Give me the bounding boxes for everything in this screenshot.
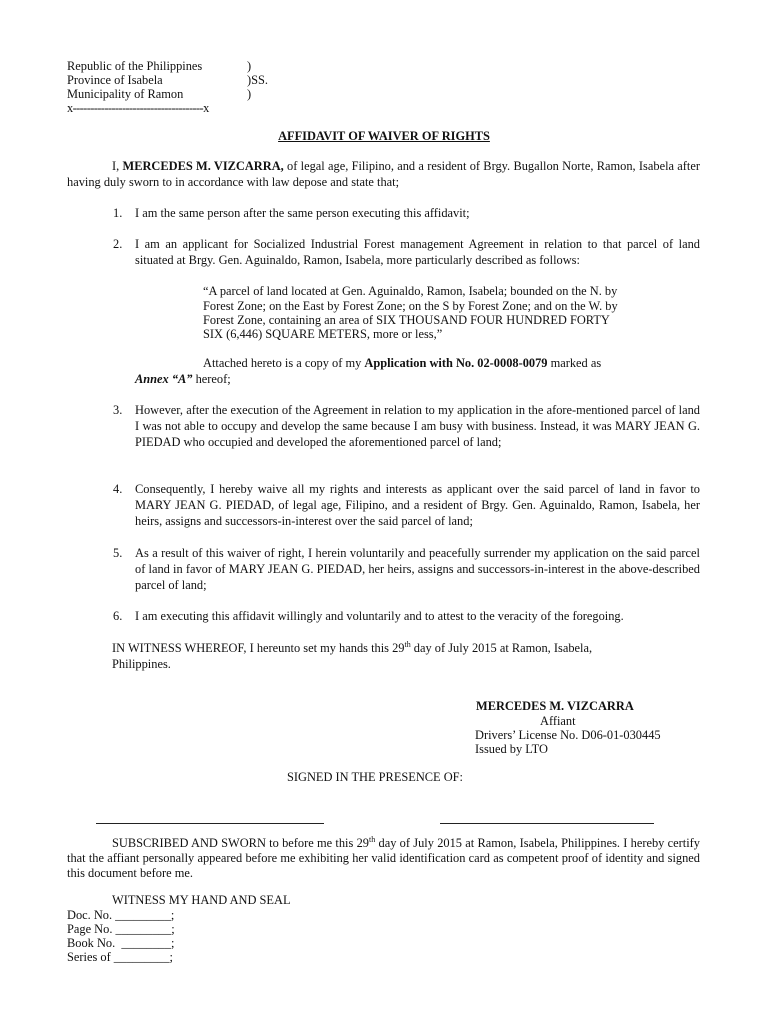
attached-prefix: Attached hereto is a copy of my (203, 356, 365, 370)
witness-whereof-line-2: Philippines. (112, 657, 171, 671)
intro-text: of legal age, Filipino, and a resident of Brgy. Bugallon Norte, Ramon, Isabela after having duly sworn to in accordance with law depose and state that; (67, 159, 700, 189)
item-text: As a result of this waiver of right, I herein voluntarily and peacefully surrender my application on the said parcel of land in favor of MARY JEAN G. PIEDAD, her heirs, assigns and successors-in-interest in the above-described parcel of land; (135, 546, 700, 592)
witness-sup: th (404, 639, 411, 649)
item-number: 1. (113, 206, 123, 220)
witness-signature-line-left (96, 823, 324, 824)
item-text: However, after the execution of the Agreement in relation to my application in the afore-mentioned parcel of land I was not able to occupy and develop the same because I am busy with business. Instead, it was MARY JEAN G. PIEDAD who occupied and developed the aforementioned parcel of land; (135, 403, 700, 449)
header-x-line: x-------------------------------------x (67, 101, 209, 115)
item-text: I am the same person after the same person executing this affidavit; (135, 206, 470, 220)
intro-paragraph (67, 158, 700, 190)
page-number: Page No. _________; (67, 922, 175, 936)
affiant-license: Drivers’ License No. D06-01-030445 (475, 728, 661, 742)
item-number: 6. (113, 609, 123, 623)
item-number: 2. (113, 237, 123, 251)
affiant-role: Affiant (540, 714, 576, 728)
quote-line: Forest Zone; on the East by Forest Zone; on the S by Forest Zone; and on the W. by (203, 299, 618, 313)
witness-signature-line-right (440, 823, 654, 824)
doc-number: Doc. No. _________; (67, 908, 175, 922)
intro-prefix: I, (112, 159, 123, 173)
quote-line: “A parcel of land located at Gen. Aguinaldo, Ramon, Isabela; bounded on the N. by (203, 284, 618, 298)
presence-heading: SIGNED IN THE PRESENCE OF: (287, 770, 464, 784)
item-number: 3. (113, 403, 123, 417)
affiant-issued: Issued by LTO (475, 742, 548, 756)
attached-line (203, 355, 601, 371)
annex-line (135, 371, 231, 387)
affiant-name-intro: MERCEDES M. VIZCARRA, (122, 159, 284, 173)
item-number: 4. (113, 482, 123, 496)
item-text: I am an applicant for Socialized Industrial Forest management Agreement in relation to that parcel of land situated at Brgy. Gen. Aguinaldo, Ramon, Isabela, more particularly described as follows: (135, 237, 700, 267)
item-text: Consequently, I hereby waive all my rights and interests as applicant over the said parcel of land in favor to MARY JEAN G. PIEDAD, of legal age, Filipino, and a resident of Brgy. Gen. Aguinaldo, Ramon, Isabela, her heirs, assigns and successors-in-interest over the said parcel of land; (135, 482, 700, 528)
header-republic: Republic of the Philippines (67, 59, 203, 73)
sworn-paragraph (67, 836, 700, 881)
sworn-suffix: day of July 2015 at Ramon, Isabela, Philippines. I hereby certify that the affiant personally appeared before me exhibiting her valid identification card as competent proof of identity and signed this document before me. (67, 836, 700, 880)
book-number: Book No. ________; (67, 936, 175, 950)
header-province: Province of Isabela (67, 73, 163, 87)
document-title: AFFIDAVIT OF WAIVER OF RIGHTS (278, 129, 490, 143)
sworn-prefix: SUBSCRIBED AND SWORN to before me this 29 (112, 836, 369, 850)
item-text: I am executing this affidavit willingly and voluntarily and to attest to the veracity of the foregoing. (135, 609, 624, 623)
header-bracket-1: ) (247, 59, 252, 73)
witness-prefix: IN WITNESS WHEREOF, I hereunto set my hands this 29 (112, 641, 405, 655)
header-bracket-3: ) (247, 87, 252, 101)
application-number: Application with No. 02-0008-0079 (364, 356, 548, 370)
item-number: 5. (113, 546, 123, 560)
header-bracket-ss: )SS. (247, 73, 269, 87)
quote-line: Forest Zone, containing an area of SIX THOUSAND FOUR HUNDRED FORTY (203, 313, 610, 327)
series-number: Series of _________; (67, 950, 173, 964)
quote-line: SIX (6,446) SQUARE METERS, more or less,” (203, 327, 443, 341)
seal-heading: WITNESS MY HAND AND SEAL (112, 893, 291, 907)
sworn-sup: th (369, 834, 376, 844)
affiant-name: MERCEDES M. VIZCARRA (476, 699, 634, 713)
header-municipality: Municipality of Ramon (67, 87, 184, 101)
witness-whereof-line (112, 640, 592, 656)
annex-label: Annex “A” (135, 372, 193, 386)
attached-suffix: marked as (547, 356, 602, 370)
witness-suffix: day of July 2015 at Ramon, Isabela, (410, 641, 593, 655)
annex-suffix: hereof; (192, 372, 231, 386)
